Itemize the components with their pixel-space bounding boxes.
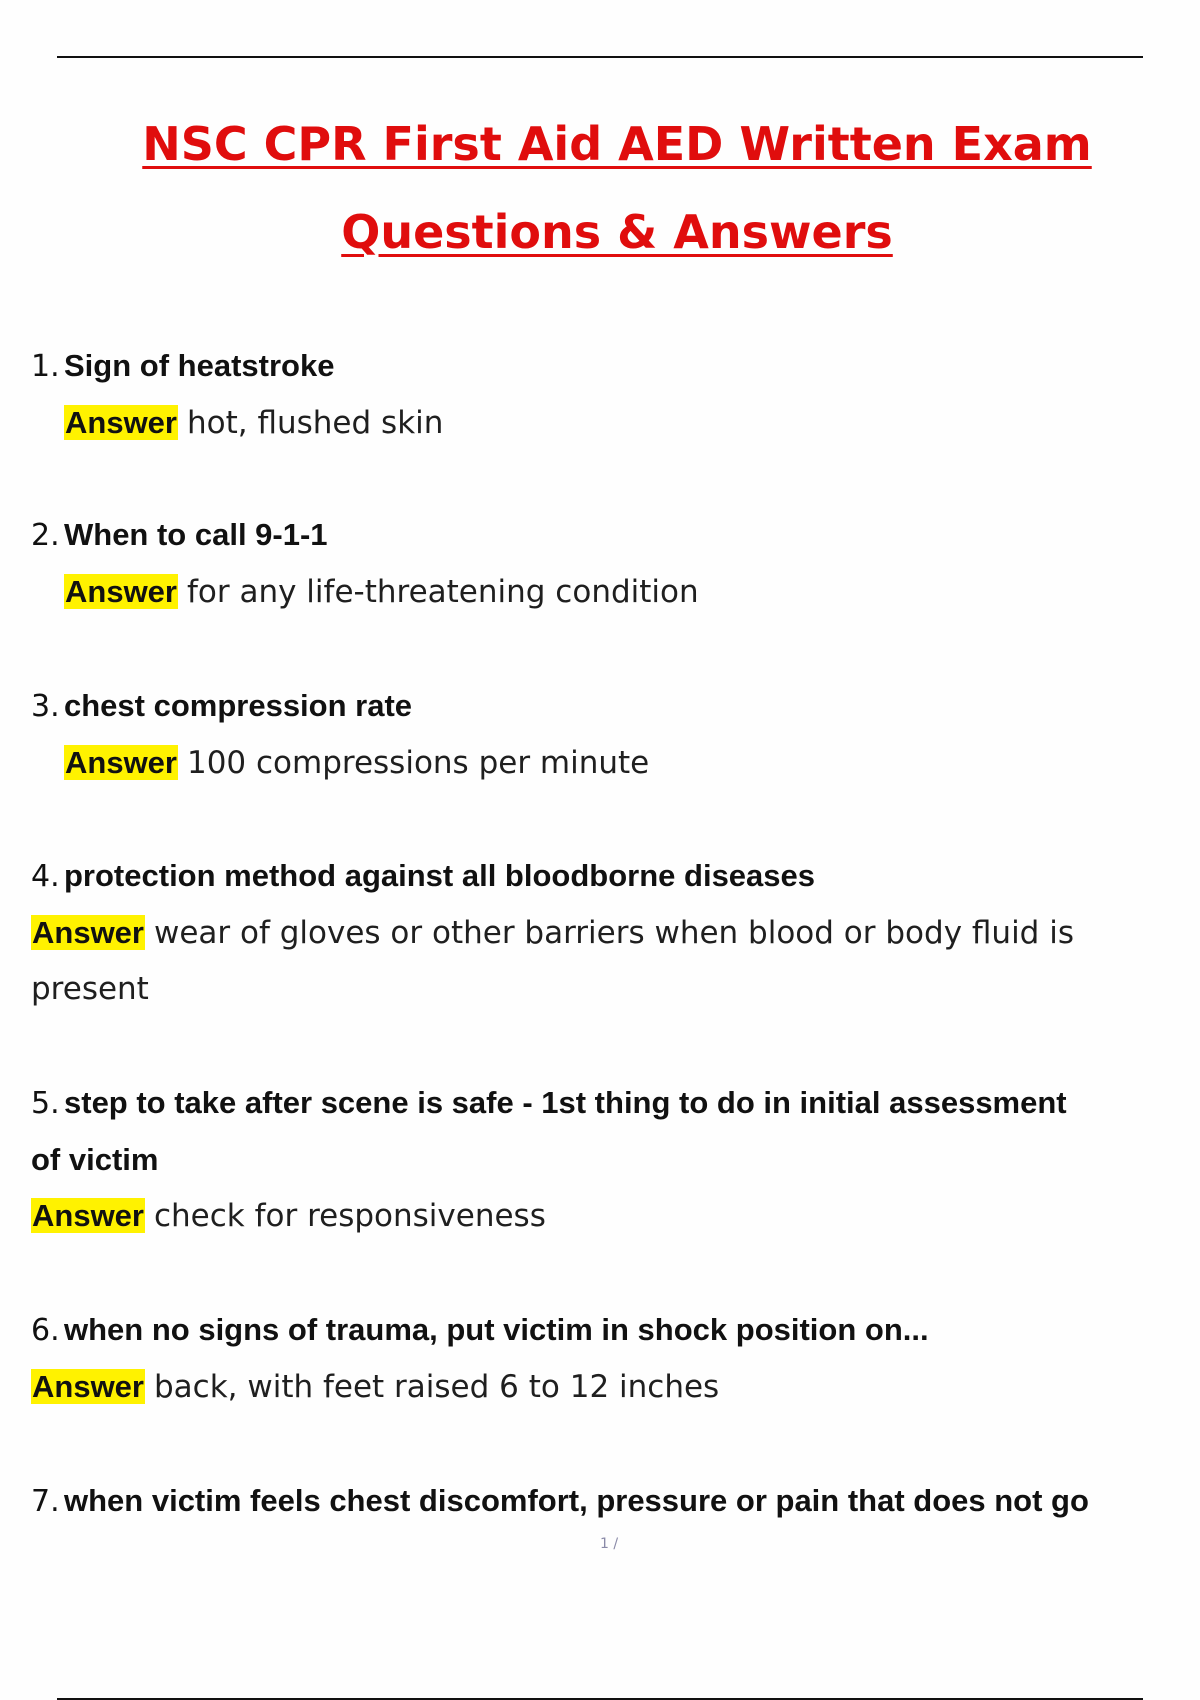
qa-item-2	[31, 507, 1161, 620]
answer-label: Answer	[65, 574, 177, 609]
qa-item-6	[31, 1302, 1161, 1415]
answer-text: check for responsiveness	[153, 1198, 546, 1234]
answer-text-line-1: wear of gloves or other barriers when blood or body fluid is	[153, 915, 1074, 951]
answer-label: Answer	[32, 915, 144, 950]
answer-label: Answer	[32, 1198, 144, 1233]
answer-text: hot, flushed skin	[186, 405, 444, 441]
question-number: 6.	[31, 1313, 60, 1348]
answer-text-line-2: present	[31, 971, 149, 1007]
title-line-2: Questions & Answers	[341, 205, 893, 259]
qa-item-5	[31, 1075, 1161, 1244]
qa-item-1	[31, 338, 1161, 451]
qa-item-4	[31, 848, 1161, 1017]
answer-label: Answer	[32, 1369, 144, 1404]
question-text: When to call 9-1-1	[64, 517, 328, 552]
question-number: 1.	[31, 349, 60, 384]
answer-text: for any life-threatening condition	[186, 574, 699, 610]
question-text: Sign of heatstroke	[64, 348, 335, 383]
document-title	[0, 100, 1200, 276]
answer-text: back, with feet raised 6 to 12 inches	[153, 1369, 720, 1405]
answer-label: Answer	[65, 405, 177, 440]
question-number: 2.	[31, 518, 60, 553]
top-rule	[57, 56, 1143, 58]
question-text: protection method against all bloodborne diseases	[64, 858, 816, 893]
question-text-line-1: step to take after scene is safe - 1st thing to do in initial assessment	[64, 1085, 1067, 1120]
qa-item-7	[31, 1473, 1161, 1530]
question-number: 4.	[31, 859, 60, 894]
page-number: 1 /	[600, 1536, 619, 1552]
answer-text: 100 compressions per minute	[186, 745, 650, 781]
question-text-line-2: of victim	[31, 1142, 159, 1177]
question-number: 3.	[31, 689, 60, 724]
question-number: 5.	[31, 1086, 60, 1121]
question-number: 7.	[31, 1484, 60, 1519]
question-text: when no signs of trauma, put victim in shock position on...	[64, 1312, 929, 1347]
answer-label: Answer	[65, 745, 177, 780]
question-text: when victim feels chest discomfort, pressure or pain that does not go	[64, 1483, 1089, 1518]
question-text: chest compression rate	[64, 688, 413, 723]
title-line-1: NSC CPR First Aid AED Written Exam	[142, 117, 1092, 171]
qa-item-3	[31, 678, 1161, 791]
